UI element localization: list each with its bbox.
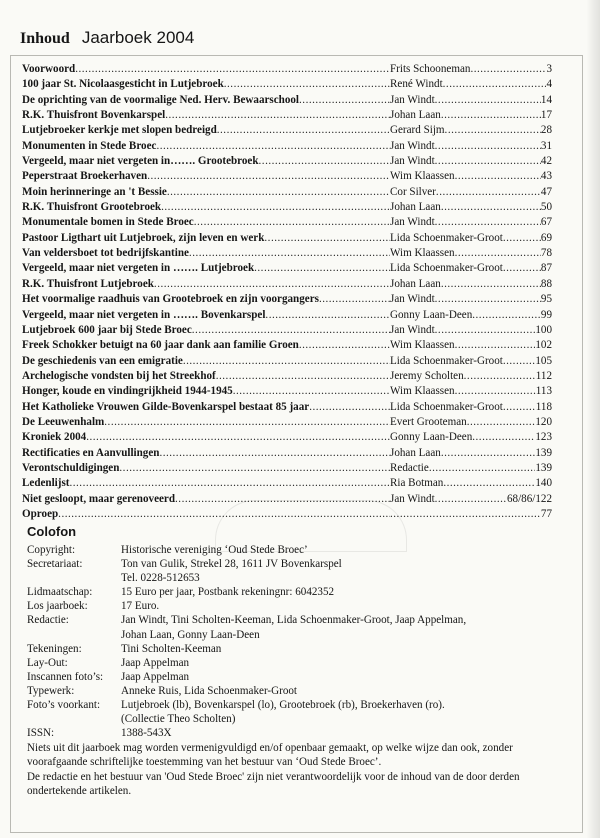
toc-entry-author-cell xyxy=(390,139,552,154)
dot-leader xyxy=(464,369,536,384)
colofon-value xyxy=(121,557,567,585)
colofon-notes xyxy=(27,741,567,797)
dot-leader xyxy=(159,446,390,461)
toc-entry-page: 78 xyxy=(540,247,552,260)
dot-leader xyxy=(455,246,541,261)
dot-leader xyxy=(441,446,536,461)
dot-leader xyxy=(435,139,541,154)
colofon-label: Lidmaatschap: xyxy=(27,586,93,599)
colofon-value-line: 15 Euro per jaar, Postbank rekeningnr: 6042352 xyxy=(121,586,335,599)
toc-entry-title-cell xyxy=(22,507,390,522)
toc-entry-title-cell xyxy=(22,246,390,261)
toc-entry-author-cell xyxy=(390,123,552,138)
toc-entry-author-cell xyxy=(390,415,552,430)
toc-entry-author-cell xyxy=(390,430,552,445)
dot-leader xyxy=(390,507,541,522)
toc-entry xyxy=(22,400,552,415)
dot-leader xyxy=(86,430,390,445)
colofon-value xyxy=(121,543,567,557)
toc-entry-author-cell xyxy=(390,246,552,261)
toc-entry-author-cell xyxy=(390,108,552,123)
dot-leader xyxy=(69,476,390,491)
toc-entry-title-cell xyxy=(22,430,390,445)
toc-entry xyxy=(22,308,552,323)
dot-leader xyxy=(147,169,390,184)
colofon-row xyxy=(27,599,567,613)
toc-entry-author: Jan Windt xyxy=(390,492,435,505)
toc-entry-title-cell xyxy=(22,492,390,507)
colofon-value xyxy=(121,599,567,613)
colofon-rows xyxy=(27,543,567,740)
dot-leader xyxy=(299,338,390,353)
dot-leader xyxy=(503,261,541,276)
toc-entry xyxy=(22,369,552,384)
toc-entry-title: Moin herinneringe an 't Bessie xyxy=(22,185,167,198)
toc-entry-title-cell xyxy=(22,185,390,200)
toc-entry-title-cell xyxy=(22,400,390,415)
toc-entry xyxy=(22,507,552,522)
toc-entry-page: 42 xyxy=(540,155,552,168)
dot-leader xyxy=(503,400,536,415)
toc-entry-title: Voorwoord xyxy=(22,63,76,75)
dot-leader xyxy=(254,261,390,276)
toc-entry-page: 14 xyxy=(540,93,552,106)
toc-entry-page: 50 xyxy=(540,201,552,214)
toc-entry-author-cell xyxy=(390,384,552,399)
toc-entry-author-cell xyxy=(390,169,552,184)
toc-entry xyxy=(22,338,552,353)
colofon-row xyxy=(27,557,567,585)
colofon-value xyxy=(121,670,567,684)
toc-entry xyxy=(22,261,552,276)
toc-entry-page: 68/86/122 xyxy=(507,492,552,505)
dot-leader xyxy=(75,62,390,77)
toc-entry-author: Jan Windt xyxy=(390,139,435,152)
toc-entry-author: Johan Laan xyxy=(390,109,441,122)
colofon-label: Secretariaat: xyxy=(27,558,83,571)
toc-entry-title: Vergeeld, maar niet vergeten in ……. Lutjebroek xyxy=(22,262,255,275)
dot-leader xyxy=(224,77,390,92)
table-of-contents xyxy=(22,62,552,522)
dot-leader xyxy=(435,323,536,338)
toc-entry-title: Rectificaties en Aanvullingen xyxy=(22,446,160,459)
dot-leader xyxy=(467,415,536,430)
dot-leader xyxy=(455,338,536,353)
dot-leader xyxy=(472,430,535,445)
dot-leader xyxy=(445,123,541,138)
toc-entry-page: 99 xyxy=(540,308,552,321)
toc-entry-author-cell xyxy=(390,354,552,369)
colofon-label: Los jaarboek: xyxy=(27,600,88,613)
toc-entry-author: Evert Grooteman xyxy=(390,415,467,428)
toc-entry xyxy=(22,215,552,230)
toc-entry-author-cell xyxy=(390,446,552,461)
toc-entry-title: Van veldersboet tot bedrijfskantine xyxy=(22,247,189,260)
dot-leader xyxy=(259,154,390,169)
toc-entry-title-cell xyxy=(22,292,390,307)
toc-entry-page: 140 xyxy=(535,477,552,490)
colofon-row xyxy=(27,543,567,557)
toc-entry xyxy=(22,123,552,138)
toc-entry-title: R.K. Thuisfront Lutjebroek xyxy=(22,277,154,290)
dot-leader xyxy=(435,292,541,307)
toc-entry-title-cell xyxy=(22,200,390,215)
toc-entry-title-cell xyxy=(22,261,390,276)
toc-entry-page: 120 xyxy=(535,415,552,428)
colofon-row xyxy=(27,698,567,726)
dot-leader xyxy=(58,507,390,522)
toc-entry-page: 95 xyxy=(540,293,552,306)
dot-leader xyxy=(264,231,390,246)
toc-entry-title-cell xyxy=(22,93,390,108)
dot-leader xyxy=(441,200,541,215)
toc-entry xyxy=(22,384,552,399)
dot-leader xyxy=(443,476,535,491)
toc-entry-author-cell xyxy=(390,400,552,415)
dot-leader xyxy=(183,354,390,369)
dot-leader xyxy=(189,246,390,261)
toc-entry-title: Honger, koude en vindingrijkheid 1944-1945 xyxy=(22,385,233,398)
colofon-section xyxy=(27,523,567,798)
toc-entry-title: Monumentale bomen in Stede Broec xyxy=(22,216,194,229)
toc-entry-title: Ledenlijst xyxy=(22,477,70,490)
toc-entry-title: De geschiedenis van een emigratie xyxy=(22,354,183,367)
toc-entry-author: Frits Schooneman xyxy=(390,63,471,75)
toc-entry-title: R.K. Thuisfront Grootebroek xyxy=(22,201,162,214)
toc-entry xyxy=(22,77,552,92)
toc-entry-page: 102 xyxy=(535,339,552,352)
toc-entry-author-cell xyxy=(390,154,552,169)
toc-entry xyxy=(22,476,552,491)
toc-entry xyxy=(22,446,552,461)
dot-leader xyxy=(299,93,390,108)
toc-entry-author: Jan Windt xyxy=(390,155,435,168)
dot-leader xyxy=(443,77,547,92)
toc-entry-author-cell xyxy=(390,507,552,522)
toc-entry-page: 77 xyxy=(540,507,552,520)
dot-leader xyxy=(319,292,390,307)
toc-entry-author-cell xyxy=(390,369,552,384)
toc-entry-page: 43 xyxy=(540,170,552,183)
toc-entry-title: Pastoor Ligthart uit Lutjebroek, zijn leven en werk xyxy=(22,231,265,244)
toc-entry-title: Monumenten in Stede Broec xyxy=(22,139,157,152)
toc-entry-page: 113 xyxy=(535,385,552,398)
colofon-row xyxy=(27,684,567,698)
toc-entry xyxy=(22,323,552,338)
dot-leader xyxy=(435,93,541,108)
colofon-row xyxy=(27,585,567,599)
toc-entry-title: De Leeuwenhalm xyxy=(22,415,105,428)
colofon-label: Foto’s voorkant: xyxy=(27,699,101,712)
colofon-label: Inscannen foto’s: xyxy=(27,670,104,683)
toc-entry-page: 139 xyxy=(535,446,552,459)
dot-leader xyxy=(472,308,541,323)
toc-entry-author-cell xyxy=(390,231,552,246)
toc-entry-title: Vergeeld, maar niet vergeten in……. Grootebroek xyxy=(22,155,259,168)
toc-entry xyxy=(22,492,552,507)
toc-entry-title-cell xyxy=(22,446,390,461)
colofon-label: Redactie: xyxy=(27,614,69,627)
dot-leader xyxy=(441,108,541,123)
page-header xyxy=(20,28,194,52)
toc-entry xyxy=(22,139,552,154)
colofon-value-line: Anneke Ruis, Lida Schoenmaker-Groot xyxy=(121,684,297,697)
dot-leader xyxy=(470,62,546,77)
dot-leader xyxy=(161,200,390,215)
colofon-value xyxy=(121,684,567,698)
toc-entry-page: 118 xyxy=(535,400,552,413)
toc-entry-title-cell xyxy=(22,369,390,384)
toc-entry-author: Cor Silver xyxy=(390,185,436,198)
dot-leader xyxy=(309,400,390,415)
toc-entry-title-cell xyxy=(22,277,390,292)
toc-entry-author: Lida Schoenmaker-Groot xyxy=(390,400,503,413)
toc-entry-title: Oproep xyxy=(22,507,59,520)
toc-entry-title-cell xyxy=(22,323,390,338)
colofon-row xyxy=(27,613,567,641)
toc-entry-title-cell xyxy=(22,154,390,169)
toc-entry-page: 88 xyxy=(540,277,552,290)
dot-leader xyxy=(104,415,390,430)
dot-leader xyxy=(194,215,390,230)
toc-entry-author: Johan Laan xyxy=(390,201,441,214)
colofon-label: Copyright: xyxy=(27,544,76,556)
toc-entry xyxy=(22,461,552,476)
dot-leader xyxy=(167,185,390,200)
toc-entry-author-cell xyxy=(390,476,552,491)
toc-entry-author-cell xyxy=(390,215,552,230)
toc-entry-title-cell xyxy=(22,415,390,430)
toc-entry-page: 87 xyxy=(540,262,552,275)
toc-entry-author-cell xyxy=(390,308,552,323)
toc-entry-page: 69 xyxy=(540,231,552,244)
toc-entry-author: Jan Windt xyxy=(390,323,435,336)
toc-entry-title-cell xyxy=(22,231,390,246)
toc-entry-page: 3 xyxy=(546,63,552,75)
toc-entry-page: 105 xyxy=(535,354,552,367)
toc-entry-author: Johan Laan xyxy=(390,277,441,290)
toc-entry-title-cell xyxy=(22,215,390,230)
colofon-value-line: (Collectie Theo Scholten) xyxy=(121,713,236,726)
dot-leader xyxy=(455,169,541,184)
colofon-value-line: Tel. 0228-512653 xyxy=(121,572,200,585)
toc-entry-page: 139 xyxy=(535,461,552,474)
toc-entry xyxy=(22,62,552,77)
colofon-value-line: Historische vereniging ‘Oud Stede Broec’ xyxy=(121,544,308,556)
toc-entry-author: Wim Klaassen xyxy=(390,170,455,183)
toc-entry-title-cell xyxy=(22,476,390,491)
toc-entry-author: Jan Windt xyxy=(390,216,435,229)
toc-entry-author-cell xyxy=(390,492,552,507)
toc-entry-author: Lida Schoenmaker-Groot xyxy=(390,262,503,275)
toc-entry-title-cell xyxy=(22,384,390,399)
page-edge-shadow xyxy=(586,0,600,838)
toc-entry-author: Lida Schoenmaker-Groot xyxy=(390,354,503,367)
dot-leader xyxy=(435,215,541,230)
toc-entry-title: Verontschuldigingen xyxy=(22,461,120,474)
colofon-label: Typewerk: xyxy=(27,684,75,697)
toc-entry-title-cell xyxy=(22,338,390,353)
toc-entry-title-cell xyxy=(22,62,390,77)
dot-leader xyxy=(165,108,390,123)
toc-entry-author-cell xyxy=(390,292,552,307)
toc-entry-title: Kroniek 2004 xyxy=(22,431,87,444)
toc-entry-author: Lida Schoenmaker-Groot xyxy=(390,231,503,244)
toc-entry-title-cell xyxy=(22,77,390,92)
dot-leader xyxy=(154,277,390,292)
dot-leader xyxy=(175,492,390,507)
toc-entry xyxy=(22,430,552,445)
dot-leader xyxy=(233,384,390,399)
toc-entry-author-cell xyxy=(390,185,552,200)
toc-entry xyxy=(22,185,552,200)
dot-leader xyxy=(217,123,390,138)
toc-entry-author-cell xyxy=(390,93,552,108)
toc-entry xyxy=(22,246,552,261)
dot-leader xyxy=(429,461,536,476)
toc-entry-title: Archelogische vondsten bij het Streekhof xyxy=(22,369,216,382)
colofon-value-line: 17 Euro. xyxy=(121,600,160,613)
toc-entry-author: Redactie xyxy=(390,461,429,474)
toc-entry-title-cell xyxy=(22,461,390,476)
toc-entry-title: Het Katholieke Vrouwen Gilde-Bovenkarspel bestaat 85 jaar xyxy=(22,400,310,413)
colofon-value-line: Ton van Gulik, Strekel 28, 1611 JV Bovenkarspel xyxy=(121,558,342,571)
toc-entry-title: Peperstraat Broekerhaven xyxy=(22,170,148,183)
colofon-value xyxy=(121,613,567,641)
dot-leader xyxy=(503,231,541,246)
colofon-value xyxy=(121,656,567,670)
toc-entry-page: 17 xyxy=(540,109,552,122)
dot-leader xyxy=(216,369,390,384)
toc-entry-page: 4 xyxy=(546,78,552,91)
dot-leader xyxy=(503,354,536,369)
toc-entry xyxy=(22,200,552,215)
toc-entry-author: Jan Windt xyxy=(390,293,435,306)
toc-entry xyxy=(22,93,552,108)
colofon-row xyxy=(27,726,567,740)
toc-entry-page: 31 xyxy=(540,139,552,152)
toc-entry-author: René Windt xyxy=(390,78,443,91)
colofon-value-line: Jan Windt, Tini Scholten-Keeman, Lida Schoenmaker-Groot, Jaap Appelman, xyxy=(121,614,467,627)
toc-entry-author: Wim Klaassen xyxy=(390,339,455,352)
toc-entry-author: Jan Windt xyxy=(390,93,435,106)
contents-heading: Inhoud xyxy=(20,30,70,47)
toc-entry xyxy=(22,292,552,307)
toc-entry-author: Johan Laan xyxy=(390,446,441,459)
yearbook-title: Jaarboek 2004 xyxy=(81,28,195,47)
toc-entry-page: 47 xyxy=(540,185,552,198)
toc-entry-title: Het voormalige raadhuis van Grootebroek en zijn voorgangers xyxy=(22,293,319,306)
toc-entry-title-cell xyxy=(22,354,390,369)
toc-entry-author-cell xyxy=(390,277,552,292)
colofon-value-line: Johan Laan, Gonny Laan-Deen xyxy=(121,628,260,641)
toc-entry-title: Vergeeld, maar niet vergeten in ……. Bovenkarspel xyxy=(22,308,266,321)
colofon-label: Lay-Out: xyxy=(27,656,68,669)
toc-entry-author: Wim Klaassen xyxy=(390,247,455,260)
colofon-value-line: Lutjebroek (lb), Bovenkarspel (lo), Grootebroek (rb), Broekerhaven (ro). xyxy=(121,699,445,712)
toc-entry-title: Freek Schokker betuigt na 60 jaar dank aan familie Groen xyxy=(22,339,299,352)
toc-entry xyxy=(22,231,552,246)
toc-entry-title: Lutjebroek 600 jaar bij Stede Broec xyxy=(22,323,192,336)
toc-entry-title: R.K. Thuisfront Bovenkarspel xyxy=(22,109,166,122)
toc-entry-author-cell xyxy=(390,323,552,338)
toc-entry-page: 112 xyxy=(535,369,552,382)
toc-entry-author-cell xyxy=(390,338,552,353)
toc-entry-author: Ria Botman xyxy=(390,477,444,490)
toc-entry xyxy=(22,415,552,430)
dot-leader xyxy=(436,185,541,200)
colofon-value-line: Jaap Appelman xyxy=(121,670,190,683)
colofon-label: Tekeningen: xyxy=(27,642,82,655)
dot-leader xyxy=(119,461,390,476)
toc-entry-page: 100 xyxy=(535,323,552,336)
toc-entry xyxy=(22,354,552,369)
toc-entry-author: Gonny Laan-Deen xyxy=(390,431,473,444)
toc-entry-title: Niet gesloopt, maar gerenoveerd xyxy=(22,492,176,505)
dot-leader xyxy=(265,308,390,323)
dot-leader xyxy=(441,277,541,292)
toc-entry-author: Gerard Sijm xyxy=(390,124,445,137)
colofon-value xyxy=(121,726,567,740)
colofon-value xyxy=(121,642,567,656)
toc-entry-page: 28 xyxy=(540,124,552,137)
toc-entry-author-cell xyxy=(390,261,552,276)
colofon-row xyxy=(27,670,567,684)
toc-entry-author-cell xyxy=(390,461,552,476)
toc-entry xyxy=(22,277,552,292)
toc-entry-author-cell xyxy=(390,62,552,77)
dot-leader xyxy=(435,492,507,507)
dot-leader xyxy=(435,154,541,169)
toc-entry-title: De oprichting van de voormalige Ned. Herv. Bewaarschool xyxy=(22,93,300,106)
toc-entry-title-cell xyxy=(22,139,390,154)
colofon-note: De redactie en het bestuur van 'Oud Stede Broec' zijn niet verantwoordelijk voor de inhoud van de door derden ondertekende artikelen. xyxy=(27,770,520,797)
toc-entry-title-cell xyxy=(22,108,390,123)
toc-entry xyxy=(22,169,552,184)
colofon-label: ISSN: xyxy=(27,727,55,740)
toc-entry-title: Lutjebroeker kerkje met slopen bedreigd xyxy=(22,124,217,137)
colofon-value-line: 1388-543X xyxy=(121,727,172,740)
colofon-row xyxy=(27,642,567,656)
colofon-note: Niets uit dit jaarboek mag worden vermenigvuldigd en/of openbaar gemaakt, op welke wijze dan ook, zonder voorafgaande schriftelijke toestemming van het bestuur van ‘Oud Stede Broec’. xyxy=(27,742,513,769)
colofon-value-line: Tini Scholten-Keeman xyxy=(121,642,222,655)
dot-leader xyxy=(192,323,390,338)
dot-leader xyxy=(156,139,390,154)
toc-entry-author-cell xyxy=(390,200,552,215)
toc-entry-page: 123 xyxy=(535,431,552,444)
toc-entry-title-cell xyxy=(22,123,390,138)
colofon-row xyxy=(27,656,567,670)
toc-entry xyxy=(22,108,552,123)
colofon-value xyxy=(121,698,567,726)
colofon-value xyxy=(121,585,567,599)
toc-entry-title: 100 jaar St. Nicolaasgesticht in Lutjebroek xyxy=(22,78,224,91)
toc-entry-author: Jeremy Scholten xyxy=(390,369,464,382)
toc-entry-author-cell xyxy=(390,77,552,92)
toc-entry xyxy=(22,154,552,169)
toc-entry-title-cell xyxy=(22,308,390,323)
toc-entry-title-cell xyxy=(22,169,390,184)
toc-entry-author: Gonny Laan-Deen xyxy=(390,308,473,321)
toc-entry-author: Wim Klaassen xyxy=(390,385,455,398)
dot-leader xyxy=(455,384,536,399)
toc-entry-page: 67 xyxy=(540,216,552,229)
colofon-title: Colofon xyxy=(27,524,77,539)
colofon-value-line: Jaap Appelman xyxy=(121,656,190,669)
